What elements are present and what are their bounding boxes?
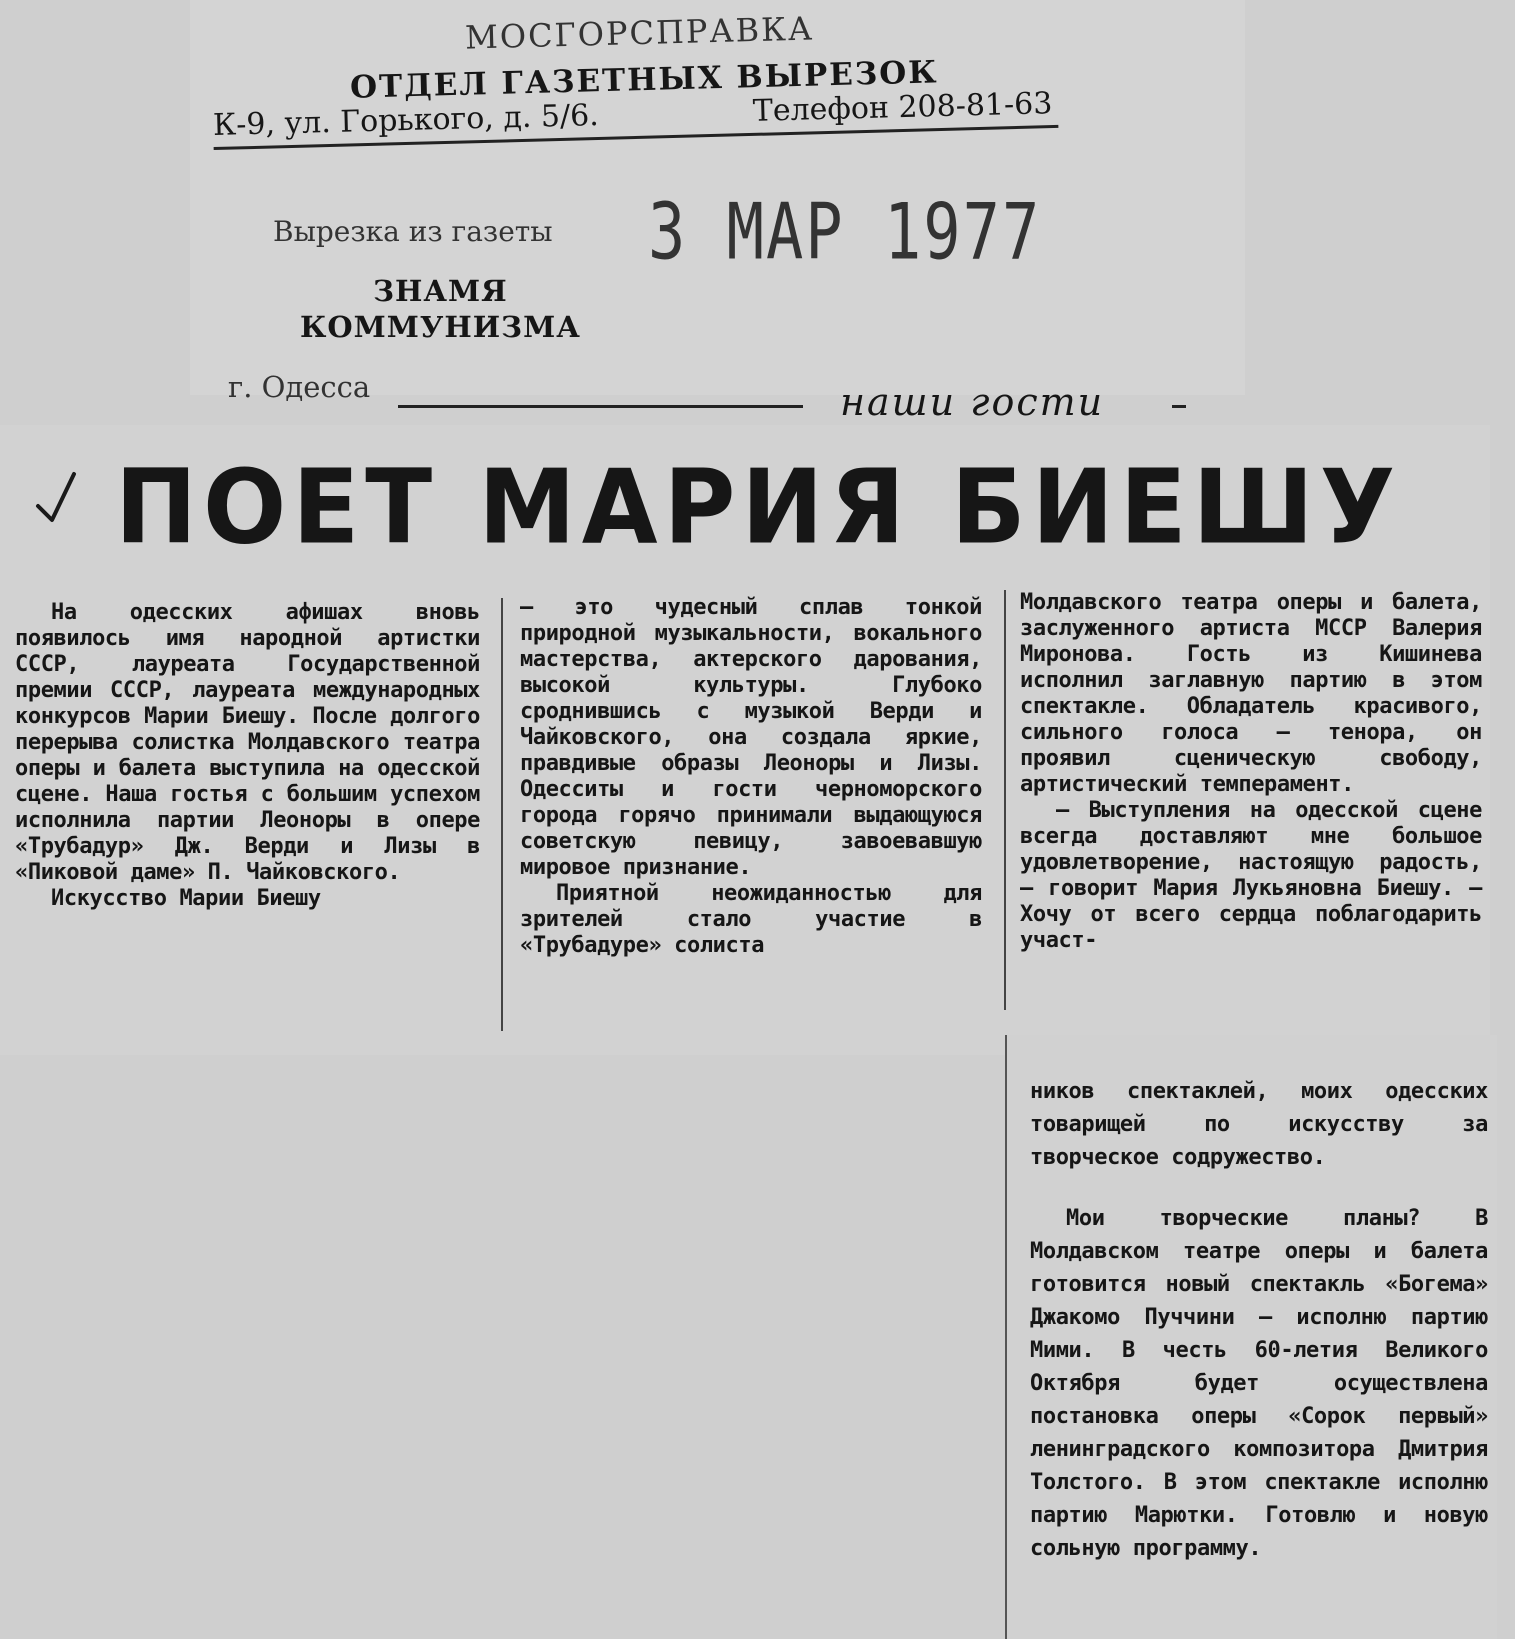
newspaper-name-line2: КОММУНИЗМА [300, 310, 581, 344]
article-column-1 [15, 600, 480, 912]
column-4-paragraph-2: Мои творческие планы? В Молдавском театре оперы и балета готовится новый спектакль «Богема» Джакомо Пуччини — исполню партию Мими. В честь 60-летия Великого Октября будет осуществлена постановка оперы «Сорок первый» ленинградского композитора Дмитрия Толстого. В этом спектакле исполню партию Марютки. Готовлю и новую сольную программу. [1030, 1206, 1488, 1561]
column-divider [501, 598, 503, 1031]
newspaper-name [300, 273, 581, 345]
column-2-paragraph-2: Приятной неожиданностью для зрителей стало участие в «Трубадуре» солиста [520, 881, 982, 958]
column-3-paragraph-1: Молдавского театра оперы и балета, заслуженного артиста МССР Валерия Миронова. Гость из Кишинева исполнил заглавную партию в этом спектакле. Обладатель красивого, сильного голоса — тенора, он проявил сценическую свободу, артистический темперамент. [1020, 590, 1482, 797]
column-1-tail: Искусство Марии Биешу [51, 886, 321, 911]
check-mark-icon [34, 470, 82, 534]
column-2-paragraph-1: — это чудесный сплав тонкой природной музыкальности, вокального мастерства, актерского дарования, высокой культуры. Глубоко сроднившись с музыкой Верди и Чайковского, она создала яркие, правдивые образы Леоноры и Лизы. Одесситы и гости черноморского города горячо принимали выдающуюся советскую певицу, завоевавшую мировое признание. [520, 595, 982, 880]
column-1-paragraph: На одесских афишах вновь появилось имя народной артистки СССР, лауреата Государственной премии СССР, лауреата международных конкурсов Марии Биешу. После долгого перерыва солистка Молдавского театра оперы и балета выступила на одесской сцене. Наша гостья с большим успехом исполнила партии Леоноры в опере «Трубадур» Дж. Верди и Лизы в «Пиковой даме» П. Чайковского. [15, 600, 480, 885]
rubric-dash [1172, 405, 1186, 408]
article-column-4 [1030, 1075, 1488, 1593]
rubric-rule [398, 405, 803, 408]
phone: Телефон 208-81-63 [752, 86, 1053, 129]
column-4-paragraph-1: ников спектаклей, моих одесских товарищей по искусству за творческое содружество. [1030, 1079, 1488, 1170]
article-column-2 [520, 595, 982, 959]
column-divider [1004, 590, 1006, 1010]
address: К-9, ул. Горького, д. 5/6. [212, 97, 600, 144]
clipping-label: Вырезка из газеты [273, 215, 553, 248]
city: г. Одесса [228, 370, 371, 404]
date-stamp: 3 МАР 1977 [648, 185, 1042, 278]
department-name: ОТДЕЛ ГАЗЕТНЫХ ВЫРЕЗОК [349, 54, 939, 106]
headline: ПОЕТ МАРИЯ БИЕШУ [115, 448, 1402, 568]
agency-name: МОСГОРСПРАВКА [464, 9, 815, 57]
newspaper-name-line1: ЗНАМЯ [373, 274, 508, 308]
article-column-3 [1020, 590, 1482, 954]
rubric: наши гости [840, 380, 1105, 424]
column-3-paragraph-2: — Выступления на одесской сцене всегда доставляют мне большое удовлетворение, настоящую радость, — говорит Мария Лукьяновна Биешу. — Хочу от всего сердца поблагодарить участ- [1020, 798, 1482, 953]
